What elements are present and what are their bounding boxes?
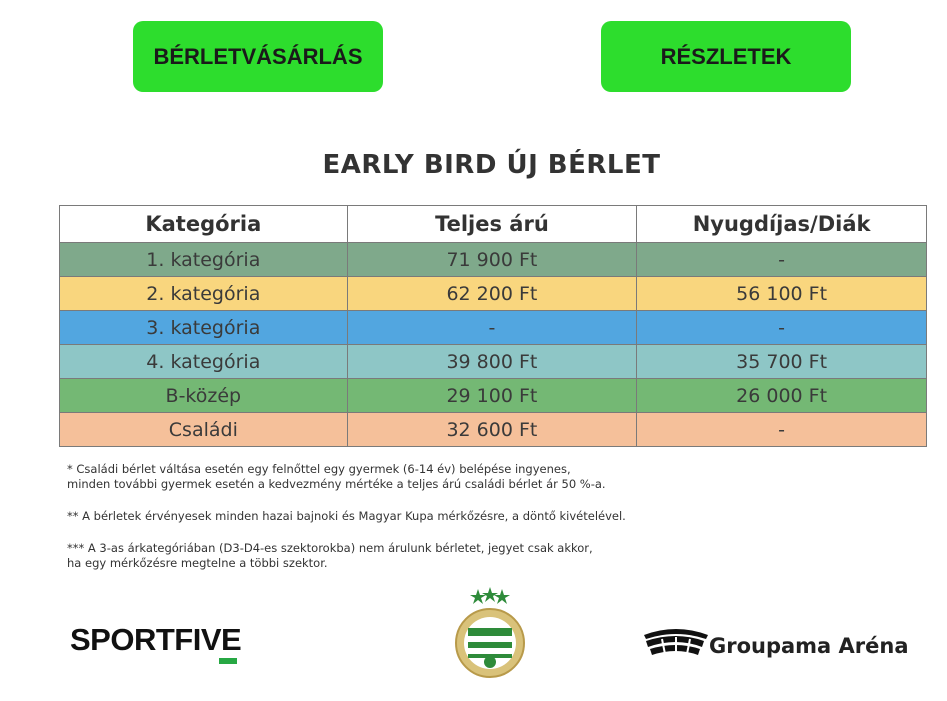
price-table xyxy=(59,205,927,447)
category-cell: 4. kategória xyxy=(60,345,348,379)
table-row xyxy=(60,277,927,311)
stadium-icon xyxy=(642,625,710,661)
category-cell: 3. kategória xyxy=(60,311,348,345)
page-title: EARLY BIRD ÚJ BÉRLET xyxy=(322,150,661,180)
groupama-arena-logo-text: Groupama Aréna xyxy=(709,634,909,658)
discount-price-cell: 35 700 Ft xyxy=(637,345,927,379)
category-cell: B-közép xyxy=(60,379,348,413)
table-row xyxy=(60,311,927,345)
footnote-line: ha egy mérkőzésre megtelne a többi szektor. xyxy=(67,556,328,570)
footnote xyxy=(67,462,927,492)
discount-price-cell: - xyxy=(637,311,927,345)
discount-price-cell: 56 100 Ft xyxy=(637,277,927,311)
full-price-cell: 32 600 Ft xyxy=(347,413,637,447)
table-row xyxy=(60,413,927,447)
discount-price-cell: - xyxy=(637,413,927,447)
table-row xyxy=(60,379,927,413)
table-row xyxy=(60,345,927,379)
header-discount-price: Nyugdíjas/Diák xyxy=(637,206,927,243)
header-full-price: Teljes árú xyxy=(347,206,637,243)
details-button[interactable]: RÉSZLETEK xyxy=(601,21,851,92)
footnote-line: * Családi bérlet váltása esetén egy felnőttel egy gyermek (6-14 év) belépése ingyenes, xyxy=(67,462,571,476)
table-row xyxy=(60,243,927,277)
category-cell: 1. kategória xyxy=(60,243,348,277)
full-price-cell: - xyxy=(347,311,637,345)
full-price-cell: 29 100 Ft xyxy=(347,379,637,413)
footnote-line: ** A bérletek érvényesek minden hazai bajnoki és Magyar Kupa mérkőzésre, a döntő kivételével. xyxy=(67,509,626,523)
full-price-cell: 39 800 Ft xyxy=(347,345,637,379)
full-price-cell: 62 200 Ft xyxy=(347,277,637,311)
category-cell: Családi xyxy=(60,413,348,447)
footnotes xyxy=(67,462,927,588)
footnote-line: *** A 3-as árkategóriában (D3-D4-es szektorokba) nem árulunk bérletet, jegyet csak akkor, xyxy=(67,541,593,555)
sportfive-logo-accent xyxy=(219,658,237,664)
category-cell: 2. kategória xyxy=(60,277,348,311)
table-header-row xyxy=(60,206,927,243)
ferencvaros-crest-icon xyxy=(452,586,528,682)
sportfive-logo: SPORTFIVE xyxy=(70,622,242,657)
footnote-line: minden további gyermek esetén a kedvezmény mértéke a teljes árú családi bérlet ár 50 %-a. xyxy=(67,477,606,491)
season-ticket-purchase-button[interactable]: BÉRLETVÁSÁRLÁS xyxy=(133,21,383,92)
footnote xyxy=(67,509,927,524)
full-price-cell: 71 900 Ft xyxy=(347,243,637,277)
footnote xyxy=(67,541,927,571)
discount-price-cell: - xyxy=(637,243,927,277)
header-category: Kategória xyxy=(60,206,348,243)
discount-price-cell: 26 000 Ft xyxy=(637,379,927,413)
